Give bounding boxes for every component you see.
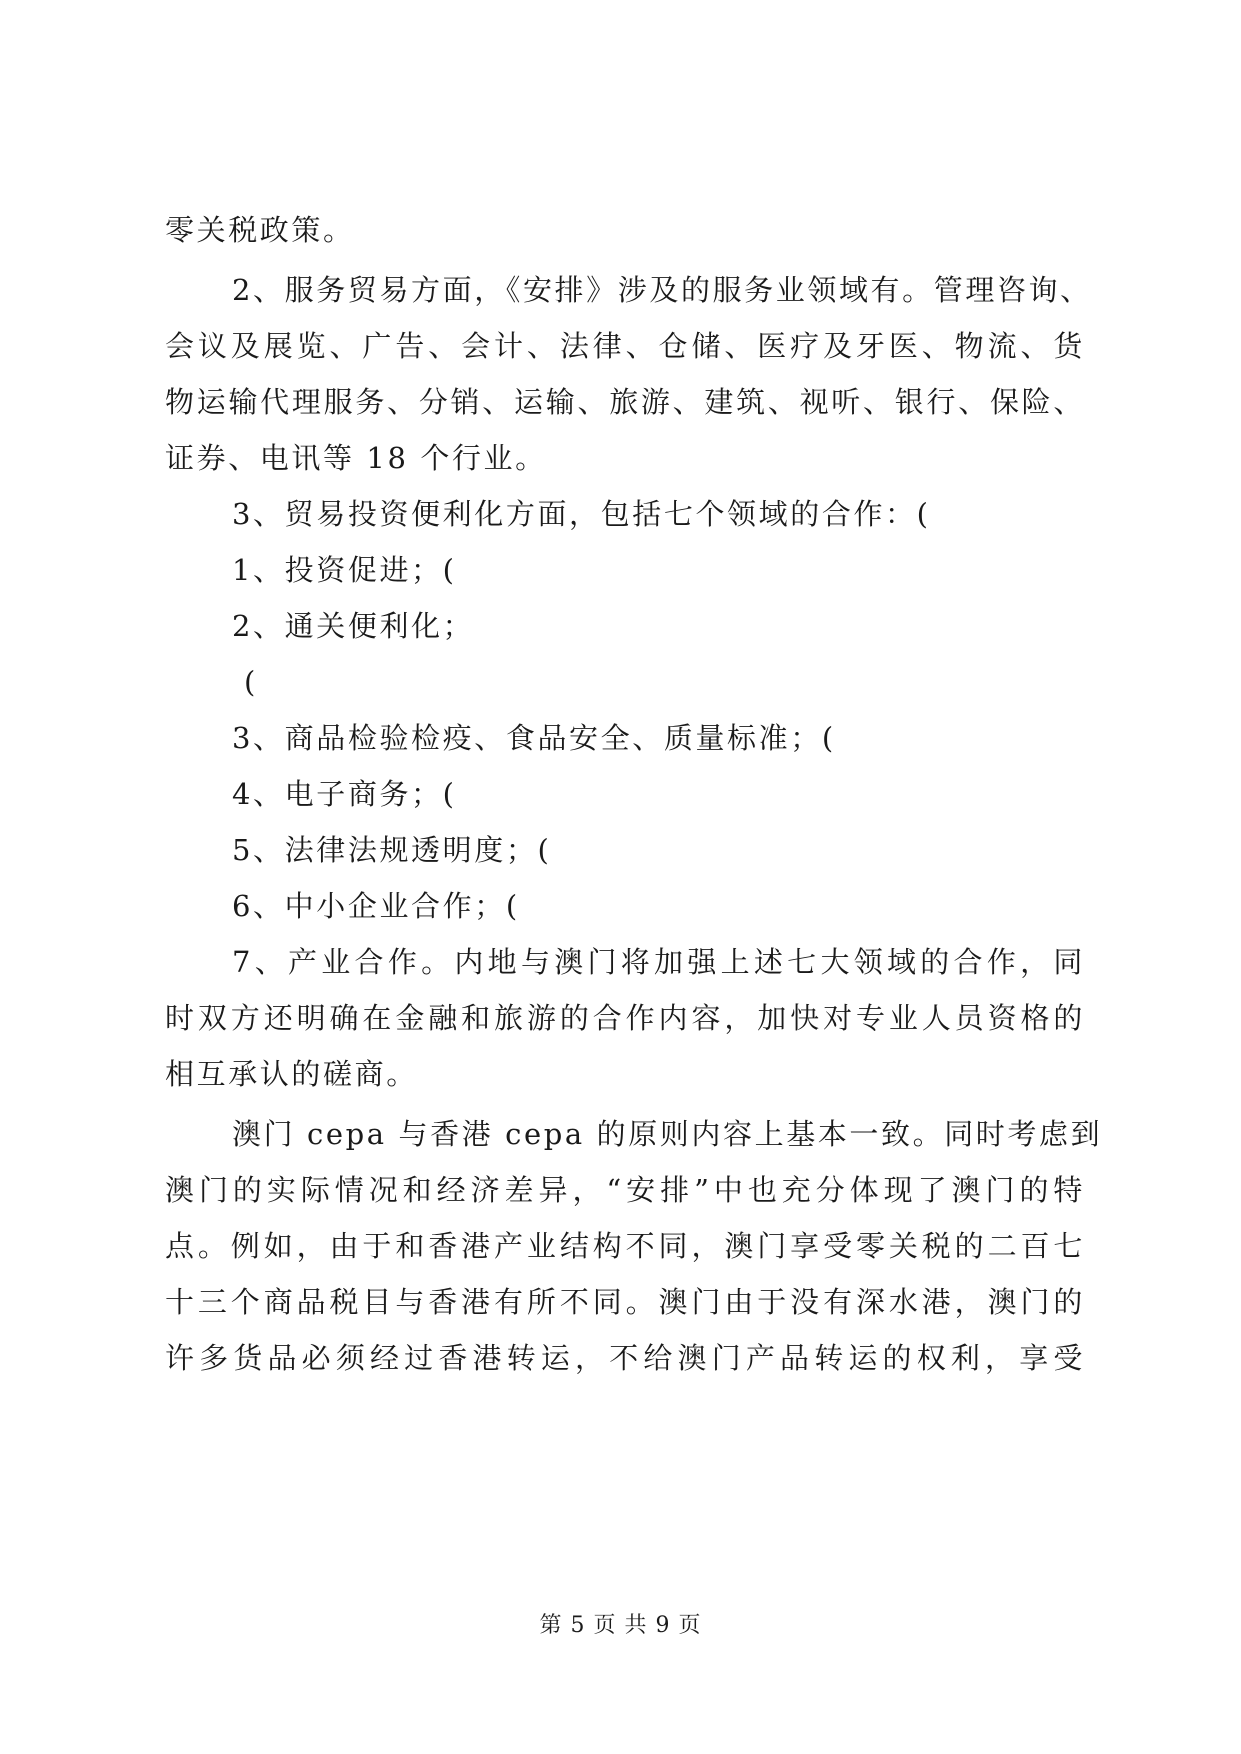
text-line: 2、通关便利化； xyxy=(232,609,475,643)
text-line: 7、产业合作。内地与澳门将加强上述七大领域的合作，同 xyxy=(232,945,1085,979)
text-line: 2、服务贸易方面，《安排》涉及的服务业领域有。管理咨询、 xyxy=(232,273,1092,307)
text-line: 许多货品必须经过香港转运，不给澳门产品转运的权利，享受 xyxy=(165,1341,1085,1375)
text-line: 点。例如，由于和香港产业结构不同，澳门享受零关税的二百七 xyxy=(165,1229,1085,1263)
text-line: 澳门 cepa 与香港 cepa 的原则内容上基本一致。同时考虑到 xyxy=(232,1117,1103,1151)
text-line: 证券、电讯等 18 个行业。 xyxy=(165,441,547,475)
text-line: 澳门的实际情况和经济差异，“安排”中也充分体现了澳门的特 xyxy=(165,1173,1085,1207)
text-line: 十三个商品税目与香港有所不同。澳门由于没有深水港，澳门的 xyxy=(165,1285,1085,1319)
text-line: 物运输代理服务、分销、运输、旅游、建筑、视听、银行、保险、 xyxy=(165,385,1085,419)
text-line: ( xyxy=(244,665,258,699)
text-line: 相互承认的磋商。 xyxy=(165,1057,418,1091)
page-footer: 第 5 页 共 9 页 xyxy=(539,1613,702,1638)
text-line: 会议及展览、广告、会计、法律、仓储、医疗及牙医、物流、货 xyxy=(165,329,1085,363)
text-line: 1、投资促进；( xyxy=(232,553,457,587)
text-line: 3、贸易投资便利化方面，包括七个领域的合作：( xyxy=(232,497,931,531)
text-line: 4、电子商务；( xyxy=(232,777,457,811)
text-line: 6、中小企业合作；( xyxy=(232,889,520,923)
text-line: 5、法律法规透明度；( xyxy=(232,833,552,867)
text-line: 3、商品检验检疫、食品安全、质量标准；( xyxy=(232,721,836,755)
text-line: 零关税政策。 xyxy=(165,213,355,247)
text-line: 时双方还明确在金融和旅游的合作内容，加快对专业人员资格的 xyxy=(165,1001,1085,1035)
